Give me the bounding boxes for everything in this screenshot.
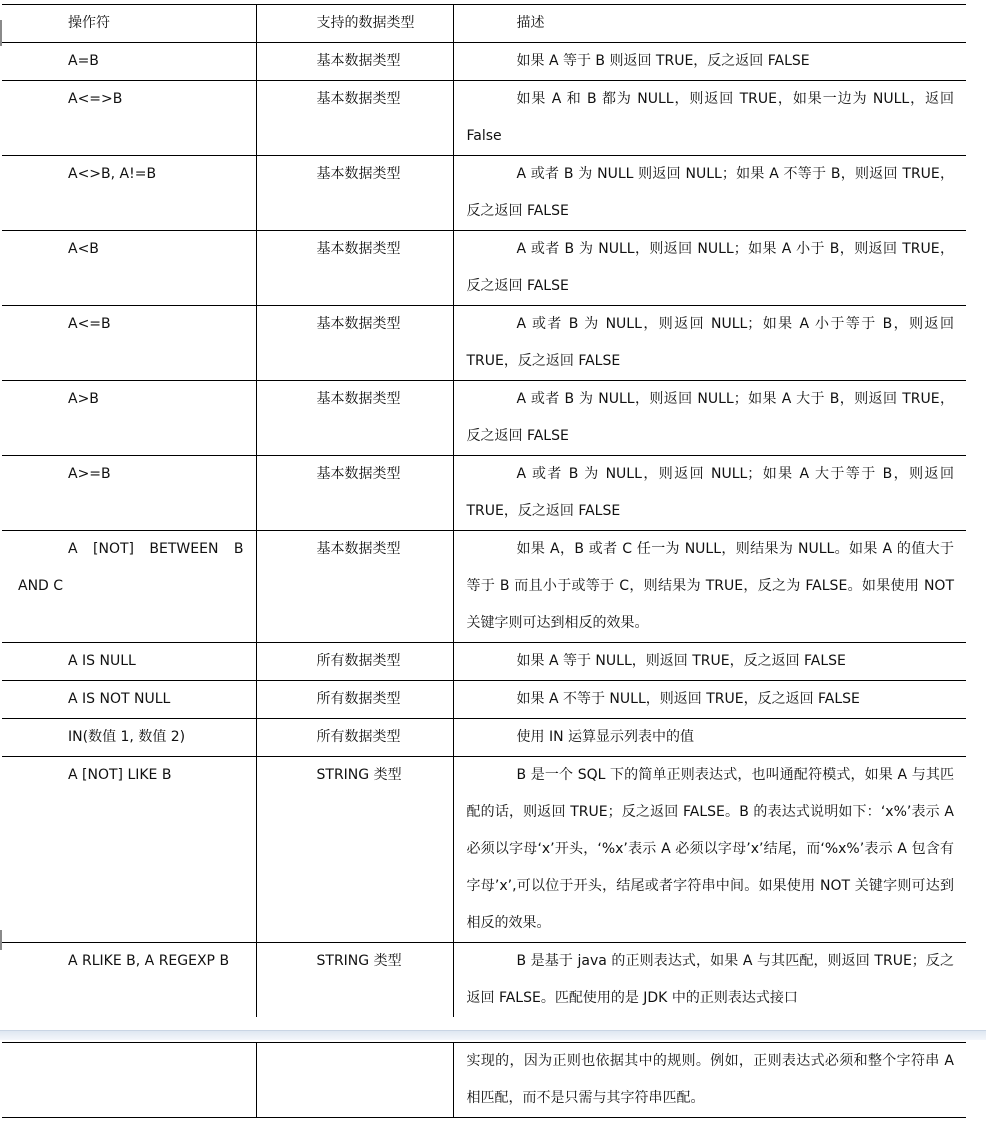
operator-cell: A<=B [2,306,256,381]
table-row [2,231,966,306]
table-row [2,43,966,81]
operator-cell: A IS NOT NULL [2,681,256,719]
description-cell: 如果 A 等于 B 则返回 TRUE，反之返回 FALSE [516,53,810,69]
data-type-cell: 基本数据类型 [256,156,453,231]
data-type-cell: 基本数据类型 [256,81,453,156]
description-cell: 如果 A 等于 NULL，则返回 TRUE，反之返回 FALSE [516,653,846,669]
data-type-cell: 基本数据类型 [256,381,453,456]
operator-cell: IN(数值 1, 数值 2) [2,719,256,757]
header-operator: 操作符 [2,5,256,43]
data-type-cell: 所有数据类型 [256,719,453,757]
operator-cell: A<=>B [2,81,256,156]
data-type-cell: 基本数据类型 [256,456,453,531]
header-description: 描述 [453,5,966,43]
operator-cell [2,1043,256,1118]
description-cell: A 或者 B 为 NULL，则返回 NULL；如果 A 小于等于 B，则返回 TRUE，反之返回 FALSE [466,316,954,369]
data-type-cell: 基本数据类型 [256,306,453,381]
data-type-cell: STRING 类型 [256,943,453,1018]
header-row [2,5,966,43]
description-cell: 如果 A 和 B 都为 NULL，则返回 TRUE，如果一边为 NULL，返回 False [466,91,954,144]
operator-cell: A [NOT] BETWEEN B AND C [18,541,244,594]
table-row [2,156,966,231]
data-type-cell: 所有数据类型 [256,681,453,719]
page-break [0,1031,986,1040]
operator-cell: A<>B, A!=B [2,156,256,231]
operator-cell: A>B [2,381,256,456]
table-row [2,81,966,156]
header-data-type: 支持的数据类型 [256,5,453,43]
table-row [2,757,966,943]
operator-cell: A<B [2,231,256,306]
description-cell: 如果 A 不等于 NULL，则返回 TRUE，反之返回 FALSE [516,691,860,707]
table-row [2,381,966,456]
operator-table [2,4,966,1017]
operator-cell: A=B [2,43,256,81]
table-row [2,531,966,643]
description-cell: A 或者 B 为 NULL 则返回 NULL；如果 A 不等于 B，则返回 TRUE，反之返回 FALSE [466,166,954,219]
operator-cell: A IS NULL [2,643,256,681]
data-type-cell: 所有数据类型 [256,643,453,681]
table-row [2,1043,966,1118]
operator-cell: A RLIKE B, A REGEXP B [2,943,256,1018]
description-cell: A 或者 B 为 NULL，则返回 NULL；如果 A 大于 B，则返回 TRUE，反之返回 FALSE [466,391,954,444]
table-row [2,681,966,719]
description-cell: B 是一个 SQL 下的简单正则表达式，也叫通配符模式，如果 A 与其匹配的话，则返回 TRUE；反之返回 FALSE。B 的表达式说明如下：‘x%’表示 A 必须以字母‘x’开头，‘%x’表示 A 必须以字母’x’结尾，而‘%x%’表示 A 包含有字母’x’,可以位于开头，结尾或者字符串中间。如果使用 NOT 关键字则可达到相反的效果。 [466,767,954,931]
table-row [2,943,966,1018]
description-cell: A 或者 B 为 NULL，则返回 NULL；如果 A 小于 B，则返回 TRUE，反之返回 FALSE [466,241,954,294]
data-type-cell [256,1043,453,1118]
description-cell: 实现的，因为正则也依据其中的规则。例如，正则表达式必须和整个字符串 A 相匹配，而不是只需与其字符串匹配。 [466,1053,954,1106]
description-cell: 如果 A，B 或者 C 任一为 NULL，则结果为 NULL。如果 A 的值大于等于 B 而且小于或等于 C，则结果为 TRUE，反之为 FALSE。如果使用 NOT 关键字则可达到相反的效果。 [466,541,954,631]
operator-table-continued [2,1042,966,1118]
data-type-cell: 基本数据类型 [256,43,453,81]
table-row [2,456,966,531]
data-type-cell: STRING 类型 [256,757,453,943]
description-cell: A 或者 B 为 NULL，则返回 NULL；如果 A 大于等于 B，则返回 TRUE，反之返回 FALSE [466,466,954,519]
table-row [2,719,966,757]
description-cell: B 是基于 java 的正则表达式，如果 A 与其匹配，则返回 TRUE；反之返回 FALSE。匹配使用的是 JDK 中的正则表达式接口 [466,953,954,1006]
operator-cell: A [NOT] LIKE B [2,757,256,943]
table-row [2,306,966,381]
operator-cell: A>=B [2,456,256,531]
data-type-cell: 基本数据类型 [256,531,453,643]
description-cell: 使用 IN 运算显示列表中的值 [516,729,695,745]
table-row [2,643,966,681]
data-type-cell: 基本数据类型 [256,231,453,306]
